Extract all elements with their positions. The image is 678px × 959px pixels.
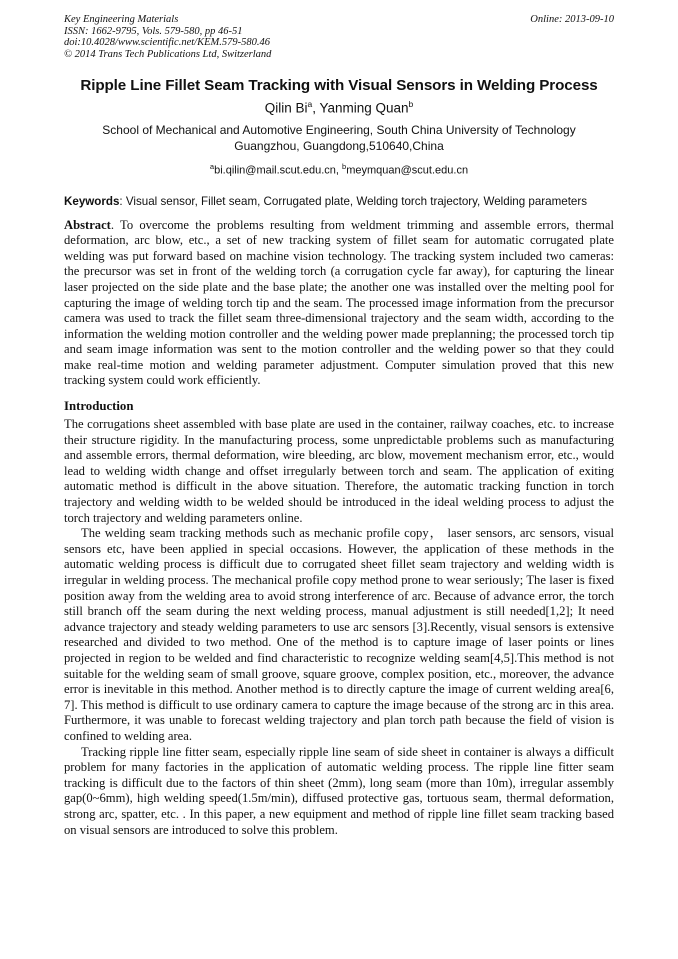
introduction-body: [64, 417, 614, 838]
publication-info: [64, 14, 271, 60]
author-name: Yanming Quan: [319, 100, 409, 116]
affiliation: [64, 122, 614, 154]
author-superscript: a: [307, 99, 313, 110]
author-name: Qilin Bi: [264, 100, 308, 116]
section-heading: Introduction: [64, 399, 134, 414]
paragraph: Tracking ripple line fitter seam, especially ripple line seam of side sheet in container is always a difficult problem for many factories in the application of automatic welding process. The ripple line fitter seam tracking is difficult due to the factors of thin sheet (2mm), long seam (more than 10m), irregular assembly gap(0~6mm), high welding speed(1.5m/min), diffused protective gas, tortuous seam, thermal deformation, strong arc, spatter, etc. . In this paper, a new equipment and method of ripple line fillet seam tracking based on visual sensors are introduced to solve this problem.: [64, 744, 614, 837]
paper-page: [64, 14, 614, 838]
author-emails: [64, 162, 614, 177]
affiliation-line: Guangzhou, Guangdong,510640,China: [234, 138, 444, 153]
abstract-text: . To overcome the problems resulting from weldment trimming and assemble errors, thermal deformation, arc blow, etc., a set of new tracking system of fillet seam for automatic corrugated plate welding was put forward based on machine vision technology. The tracking system included two cameras: the precursor was set in front of the welding torch (a corrugation cycle far away), for capturing the linear laser projected on the side plate and the base plate; the another one was installed over the melting pool for capturing the image of welding torch tip and the seam. The processed image information from the precursor camera was used to track the fillet seam three-dimensional trajectory and the seam width, according to the information the welding motion controller and the welding power made preplanning; the processed torch tip and seam image information was sent to the motion controller and the welding power so that they could make real-time motion and welding parameter adjustment. Computer simulation proved that this new tracking system could work efficiently.: [64, 217, 614, 388]
running-header: [64, 14, 614, 60]
author-list: [64, 99, 614, 116]
keywords: [64, 194, 614, 209]
keywords-label: Keywords: [64, 194, 120, 208]
doi-line: doi:10.4028/www.scientific.net/KEM.579-580.46: [64, 37, 270, 49]
email-superscript: b: [342, 161, 347, 171]
keywords-text: : Visual sensor, Fillet seam, Corrugated plate, Welding torch trajectory, Welding parameters: [119, 194, 588, 208]
copyright-line: © 2014 Trans Tech Publications Ltd, Switzerland: [64, 48, 272, 60]
abstract: [64, 218, 614, 390]
paragraph: The welding seam tracking methods such as mechanic profile copy， laser sensors, arc sensors, visual sensors etc, have been applied in special occasions. However, the application of these methods in the automatic welding process is difficult due to corrugated sheet fillet seam trajectory and welding width is irregular in welding process. The mechanical profile copy method prone to wear seriously; The laser is fixed position away from the welding area to avoid strong interference of arc. Because of advance error, the torch still branch off the seam during the next welding process, manual adjustment is still needed[1,2]; It need advance trajectory and steady welding parameters to use arc sensors [3].Recently, visual sensors is extensive researched and divided to two method. One of the method is to capture image of laser points or lines projected in region to be welded and find characteristic to recognize welding seam[4,5].This method is not suitable for the welding seam of small groove, square groove, complex position, etc., moreover, the advance error is inevitable in this method. Another method is to directly capture the image of current welding area[6, 7]. This method is difficult to use ordinary camera to capture the image because of the strong arc in this area. Furthermore, it was unable to forecast welding trajectory and plan torch path because the field of vision is confined to welding area.: [64, 526, 614, 743]
online-date: Online: 2013-09-10: [530, 14, 614, 25]
author-superscript: b: [408, 99, 414, 110]
email-link: meymquan@scut.edu.cn: [346, 164, 469, 177]
journal-name: Key Engineering Materials: [64, 14, 179, 25]
author-separator: ,: [312, 100, 320, 116]
paper-title: Ripple Line Fillet Seam Tracking with Visual Sensors in Welding Process: [80, 77, 598, 95]
email-superscript: a: [209, 161, 215, 171]
affiliation-line: School of Mechanical and Automotive Engineering, South China University of Technology: [102, 122, 576, 137]
abstract-label: Abstract: [64, 217, 111, 232]
paragraph: The corrugations sheet assembled with base plate are used in the container, railway coaches, etc. to increase their structure rigidity. In the manufacturing process, some unpredictable problems such as manufacturing and assemble errors, thermal deformation, wire bleeding, arc blow, movement mechanism error, etc., would lead to welding width change and offset irregularly between torch and seam. The application of exiting automatic method is difficult in the above situation. Therefore, the automatic tracking function in torch trajectory and welding width to be welded should be introduced in the ideal welding process to adjust the torch trajectory and welding parameters online.: [64, 417, 614, 525]
issn-line: ISSN: 1662-9795, Vols. 579-580, pp 46-51: [64, 25, 243, 37]
email-link: bi.qilin@mail.scut.edu.cn,: [214, 164, 343, 177]
